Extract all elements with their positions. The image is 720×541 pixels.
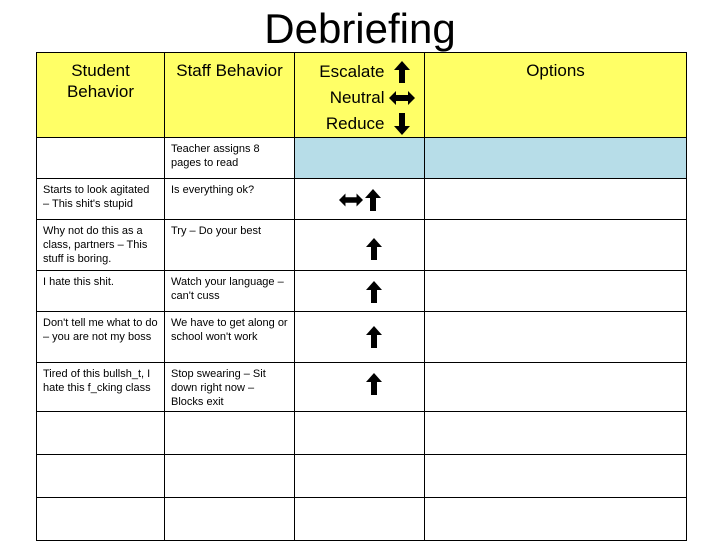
staff-cell xyxy=(165,271,295,312)
teacher-staff-text: Teacher assigns 8 pages to read xyxy=(171,143,260,169)
header-student: Student Behavior xyxy=(66,61,135,101)
options-cell xyxy=(425,363,687,412)
header-options: Options xyxy=(526,61,585,80)
page-title: Debriefing xyxy=(264,5,456,52)
neutral-arrow-icon xyxy=(389,86,415,110)
arrow-cell xyxy=(295,179,425,220)
student-cell xyxy=(37,220,165,271)
teacher-student-cell xyxy=(37,138,165,179)
student-behavior-text: Don't tell me what to do – you are not my boss xyxy=(43,317,158,343)
options-cell xyxy=(425,220,687,271)
student-behavior-text: Starts to look agitated – This shit's stupid xyxy=(43,184,150,210)
arrow-group xyxy=(323,277,424,307)
empty-cell xyxy=(425,455,687,498)
escalate-arrow-icon xyxy=(366,373,382,395)
legend-reduce xyxy=(295,111,424,137)
student-cell xyxy=(37,312,165,363)
escalate-arrow-icon xyxy=(366,281,382,303)
empty-cell xyxy=(295,455,425,498)
arrow-group xyxy=(323,322,424,352)
legend-neutral xyxy=(295,85,424,111)
header-student-cell xyxy=(37,53,165,138)
escalate-arrow-icon xyxy=(366,238,382,260)
table-row xyxy=(37,220,687,271)
student-cell xyxy=(37,179,165,220)
empty-cell xyxy=(295,498,425,541)
arrow-cell xyxy=(295,363,425,412)
table-row xyxy=(37,271,687,312)
reduce-arrow-icon xyxy=(389,112,415,136)
student-cell xyxy=(37,363,165,412)
staff-cell xyxy=(165,363,295,412)
options-cell xyxy=(425,312,687,363)
empty-cell xyxy=(295,412,425,455)
header-staff: Staff Behavior xyxy=(176,61,283,80)
empty-row xyxy=(37,498,687,541)
options-cell xyxy=(425,271,687,312)
staff-behavior-text: Try – Do your best xyxy=(171,225,262,237)
header-staff-cell xyxy=(165,53,295,138)
table-row xyxy=(37,363,687,412)
student-behavior-text: Tired of this bullsh_t, I hate this f_cking class xyxy=(43,368,151,394)
empty-cell xyxy=(165,498,295,541)
teacher-staff-cell xyxy=(165,138,295,179)
table-row xyxy=(37,312,687,363)
staff-behavior-text: Watch your language – can't cuss xyxy=(171,276,284,302)
empty-cell xyxy=(37,498,165,541)
student-cell xyxy=(37,271,165,312)
staff-cell xyxy=(165,312,295,363)
arrow-cell xyxy=(295,312,425,363)
empty-row xyxy=(37,455,687,498)
arrow-group xyxy=(323,369,424,399)
escalate-arrow-icon xyxy=(365,189,381,211)
empty-row xyxy=(37,412,687,455)
legend-neutral-label: Neutral xyxy=(329,88,385,107)
debriefing-table xyxy=(36,52,687,541)
legend-escalate-label: Escalate xyxy=(319,62,385,81)
arrow-cell xyxy=(295,271,425,312)
empty-cell xyxy=(165,412,295,455)
staff-behavior-text: Stop swearing – Sit down right now – Blocks exit xyxy=(171,368,266,408)
header-options-cell xyxy=(425,53,687,138)
options-cell xyxy=(425,179,687,220)
staff-behavior-text: Is everything ok? xyxy=(171,184,255,196)
header-legend-cell xyxy=(295,53,425,138)
escalate-arrow-icon xyxy=(389,60,415,84)
arrow-legend xyxy=(295,53,424,137)
table-row xyxy=(37,179,687,220)
escalate-arrow-icon xyxy=(366,326,382,348)
legend-escalate xyxy=(295,59,424,85)
arrow-cell xyxy=(295,220,425,271)
teacher-options-cell xyxy=(425,138,687,179)
teacher-row xyxy=(37,138,687,179)
empty-cell xyxy=(425,412,687,455)
empty-cell xyxy=(37,455,165,498)
empty-cell xyxy=(165,455,295,498)
student-behavior-text: I hate this shit. xyxy=(43,276,114,288)
arrow-group xyxy=(295,185,424,215)
header-row xyxy=(37,53,687,138)
student-behavior-text: Why not do this as a class, partners – This stuff is boring. xyxy=(43,225,148,265)
staff-behavior-text: We have to get along or school won't work xyxy=(171,317,288,343)
legend-reduce-label: Reduce xyxy=(325,114,385,133)
staff-cell xyxy=(165,179,295,220)
neutral-arrow-icon xyxy=(339,193,363,207)
arrow-group xyxy=(323,234,424,264)
staff-cell xyxy=(165,220,295,271)
empty-cell xyxy=(425,498,687,541)
empty-cell xyxy=(37,412,165,455)
teacher-arrow-cell xyxy=(295,138,425,179)
